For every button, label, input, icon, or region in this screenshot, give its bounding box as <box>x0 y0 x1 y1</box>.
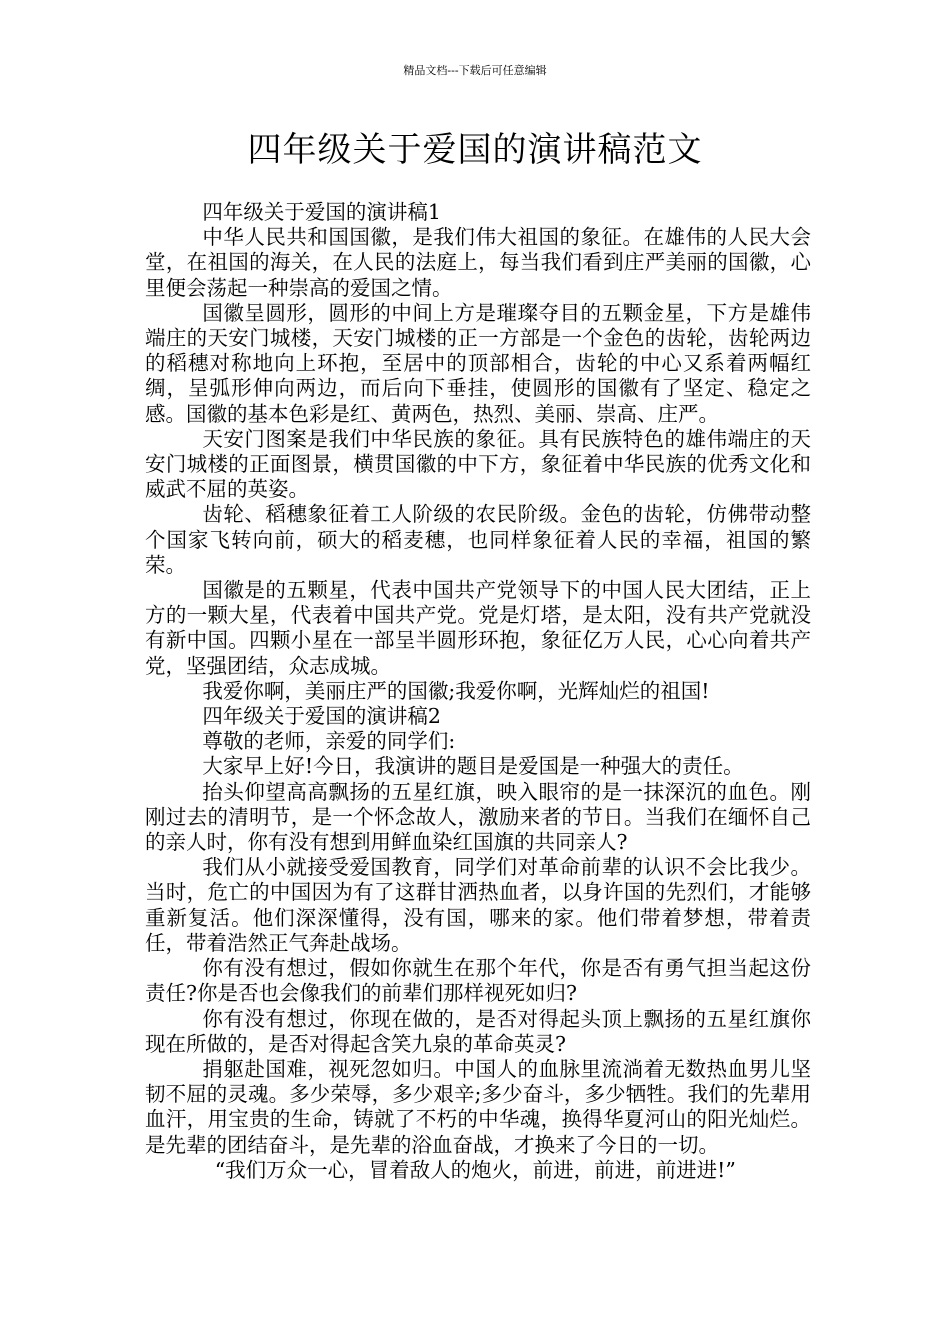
paragraph: 捐躯赴国难，视死忽如归。中国人的血脉里流淌着无数热血男儿坚韧不屈的灵魂。多少荣辱，多少艰辛;多少奋斗，多少牺牲。我们的先辈用血汗，用宝贵的生命，铸就了不朽的中华魂，换得华夏河山的阳光灿烂。是先辈的团结奋斗，是先辈的浴血奋战，才换来了今日的一切。 <box>145 1056 811 1157</box>
paragraph: 国徽是的五颗星，代表中国共产党领导下的中国人民大团结，正上方的一颗大星，代表着中国共产党。党是灯塔，是太阳，没有共产党就没有新中国。四颗小星在一部呈半圆形环抱，象征亿万人民，心心向着共产党，坚强团结，众志成城。 <box>145 578 811 678</box>
paragraph: 你有没有想过，假如你就生在那个年代，你是否有勇气担当起这份责任?你是否也会像我们的前辈们那样视死如归? <box>145 956 811 1006</box>
paragraph: 大家早上好!今日，我演讲的题目是爱国是一种强大的责任。 <box>202 754 744 779</box>
section-heading-2: 四年级关于爱国的演讲稿2 <box>202 704 441 729</box>
paragraph: 天安门图案是我们中华民族的象征。具有民族特色的雄伟端庄的天安门城楼的正面图景，横贯国徽的中下方，象征着中华民族的优秀文化和威武不屈的英姿。 <box>145 426 811 502</box>
paragraph: 抬头仰望高高飘扬的五星红旗，映入眼帘的是一抹深沉的血色。刚刚过去的清明节，是一个怀念故人，激励来者的节日。当我们在缅怀自己的亲人时，你有没有想到用鲜血染红国旗的共同亲人? <box>145 779 811 855</box>
paragraph: 国徽呈圆形，圆形的中间上方是璀璨夺目的五颗金星，下方是雄伟端庄的天安门城楼，天安门城楼的正一方部是一个金色的齿轮，齿轮两边的稻穗对称地向上环抱，至居中的顶部相合，齿轮的中心又系着两幅红绸，呈弧形伸向两边，而后向下垂挂，使圆形的国徽有了坚定、稳定之感。国徽的基本色彩是红、黄两色，热烈、美丽、崇高、庄严。 <box>145 300 811 426</box>
paragraph: 中华人民共和国国徽，是我们伟大祖国的象征。在雄伟的人民大会堂，在祖国的海关，在人民的法庭上，每当我们看到庄严美丽的国徽，心里便会荡起一种崇高的爱国之情。 <box>145 225 811 300</box>
paragraph: 我们从小就接受爱国教育，同学们对革命前辈的认识不会比我少。当时，危亡的中国因为有了这群甘洒热血者，以身许国的先烈们，才能够重新复活。他们深深懂得，没有国，哪来的家。他们带着梦想，带着责任，带着浩然正气奔赴战场。 <box>145 855 811 955</box>
document-title: 四年级关于爱国的演讲稿范文 <box>247 130 703 170</box>
document-body <box>145 200 811 1183</box>
salutation: 尊敬的老师，亲爱的同学们: <box>202 729 456 754</box>
quote-paragraph: “我们万众一心，冒着敌人的炮火，前进，前进，前进进!” <box>214 1157 736 1182</box>
paragraph: 你有没有想过，你现在做的，是否对得起头顶上飘扬的五星红旗你现在所做的，是否对得起含笑九泉的革命英灵? <box>145 1006 811 1056</box>
paragraph: 齿轮、稻穗象征着工人阶级的农民阶级。金色的齿轮，仿佛带动整个国家飞转向前，硕大的稻麦穗，也同样象征着人民的幸福，祖国的繁荣。 <box>145 502 811 577</box>
paragraph: 我爱你啊，美丽庄严的国徽;我爱你啊，光辉灿烂的祖国! <box>202 678 710 703</box>
section-heading-1: 四年级关于爱国的演讲稿1 <box>202 200 441 224</box>
header-note: 精品文档---下载后可任意编辑 <box>403 64 547 77</box>
